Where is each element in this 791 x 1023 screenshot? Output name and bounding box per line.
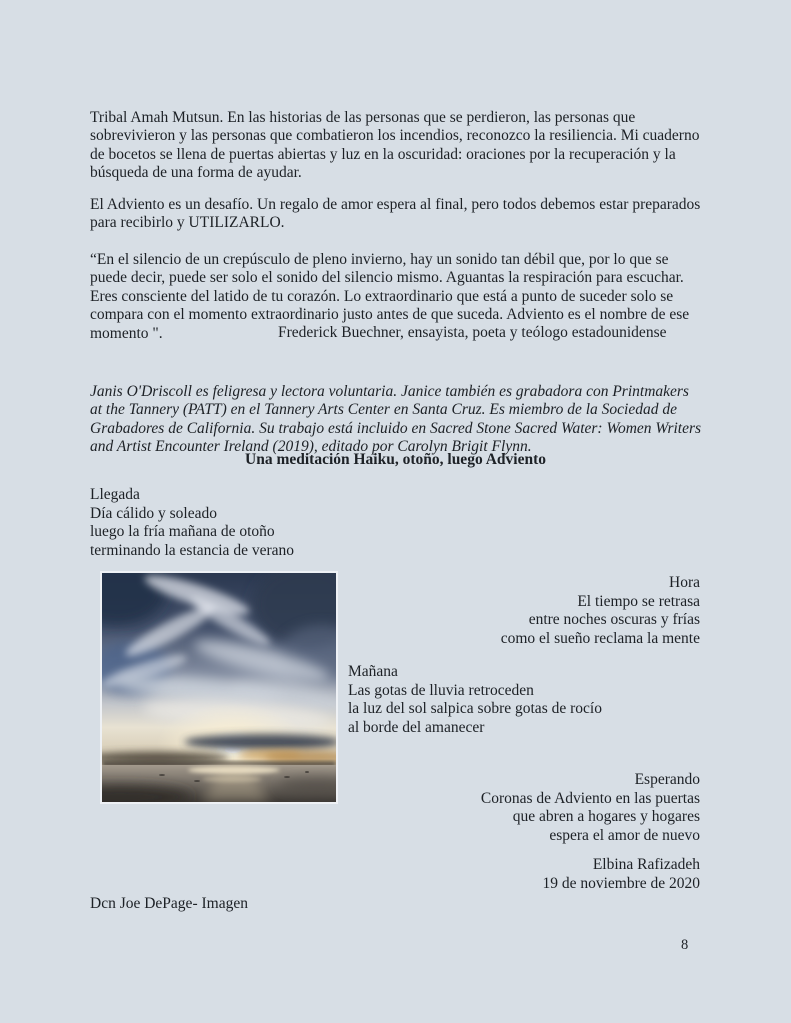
poem-line: la luz del sol salpica sobre gotas de rocío <box>348 700 602 717</box>
poem-stanza-manana <box>348 663 602 737</box>
poem-stanza-esperando <box>481 771 700 845</box>
poem-line: al borde del amanecer <box>348 718 485 736</box>
poem-line: Llegada <box>90 486 140 503</box>
quote-buechner: “En el silencio de un crepúsculo de pleno invierno, hay un sonido tan débil que, por lo que se puede decir, puede ser solo el sonido del silencio mismo. Aguantas la respiración para escuchar. Eres consciente del latido de tu corazón. Lo extraordinario que está a punto de suceder solo se compara con el momento extraordinario justo antes de que suceda. Adviento es el nombre de ese momento ". <box>90 250 690 342</box>
author-signature <box>542 856 700 893</box>
section-heading: Una meditación Haiku, otoño, luego Adviento <box>245 451 546 468</box>
poem-line: Coronas de Adviento en las puertas <box>480 789 700 807</box>
image-credit: Dcn Joe DePage- Imagen <box>90 895 248 912</box>
poem-line: Mañana <box>348 663 398 680</box>
poem-line: Esperando <box>634 771 700 788</box>
poem-line: entre noches oscuras y frías <box>528 611 700 628</box>
poem-stanza-llegada <box>90 486 294 560</box>
poem-line: luego la fría mañana de otoño <box>90 523 275 540</box>
poem-line: Hora <box>669 574 700 591</box>
poem-line: Las gotas de lluvia retroceden <box>348 681 534 699</box>
author-bio-janis-odriscoll: Janis O'Driscoll es feligresa y lectora voluntaria. Janice también es grabadora con Printmakers at the Tannery (PATT) en el Tannery Arts Center en Santa Cruz. Es miembro de la Sociedad de Grabadores de California. Su trabajo está incluido en Sacred Stone Sacred Water: Women Writers and Artist Encounter Ireland (2019), editado por Carolyn Brigit Flynn. <box>90 382 702 455</box>
signature-date: 19 de noviembre de 2020 <box>542 874 700 892</box>
poem-line: como el sueño reclama la mente <box>500 629 700 647</box>
poem-line: terminando la estancia de verano <box>90 541 294 559</box>
paragraph-adviento-desafio: El Adviento es un desafío. Un regalo de amor espera al final, pero todos debemos estar preparados para recibirlo y UTILIZARLO. <box>90 195 701 231</box>
poem-stanza-hora <box>501 574 700 648</box>
quote-attribution: Frederick Buechner, ensayista, poeta y teólogo estadounidense <box>278 324 667 341</box>
sunset-photo <box>100 571 338 804</box>
paragraph-tribal-amah-mutsun: Tribal Amah Mutsun. En las historias de las personas que se perdieron, las personas que sobrevivieron y las personas que combatieron los incendios, reconozco la resiliencia. Mi cuaderno de bocetos se llena de puertas abiertas y luz en la oscuridad: oraciones por la recuperación y la búsqueda de una forma de ayudar. <box>90 108 700 181</box>
poem-line: que abren a hogares y hogares <box>512 808 700 825</box>
sunset-photo-graphic <box>102 573 336 802</box>
poem-line: El tiempo se retrasa <box>577 592 700 610</box>
poem-line: espera el amor de nuevo <box>549 826 700 844</box>
page-number: 8 <box>681 937 689 953</box>
poem-line: Día cálido y soleado <box>90 504 217 522</box>
signature-name: Elbina Rafizadeh <box>592 856 700 873</box>
